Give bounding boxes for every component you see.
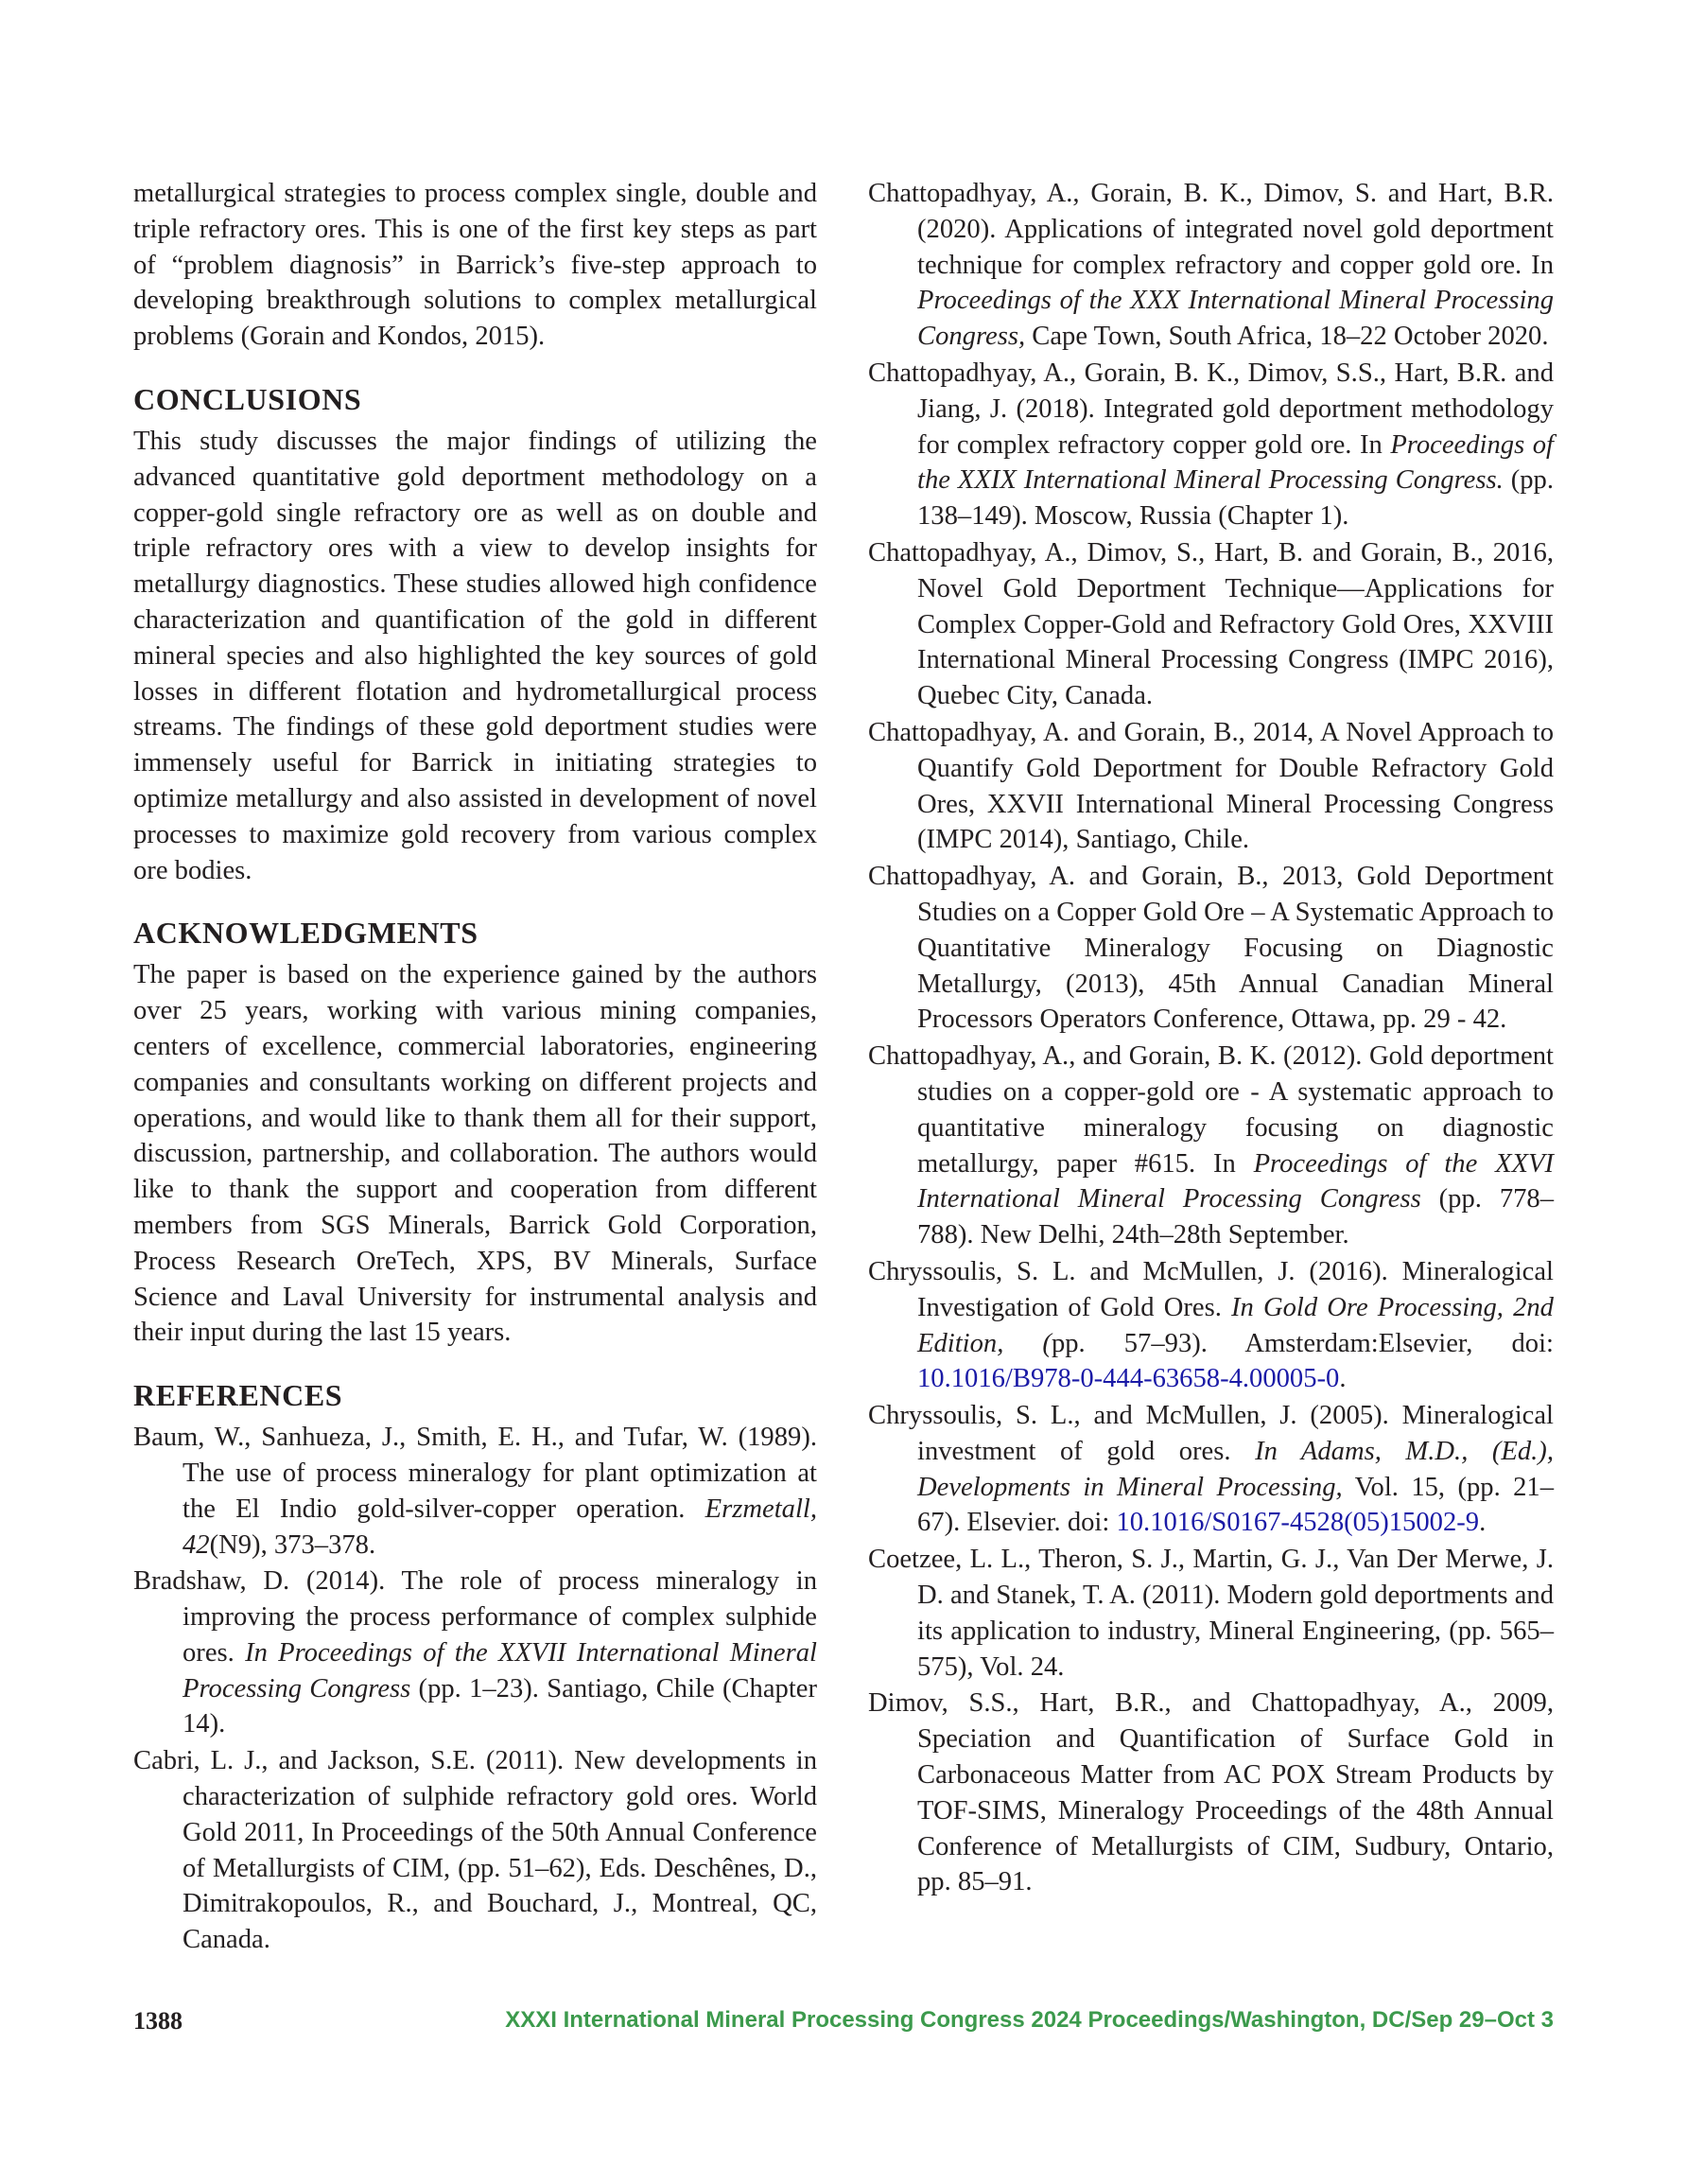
conference-title: XXXI International Mineral Processing Congress 2024 Proceedings/Washington, DC/Sep 29–Oct 3 — [505, 2007, 1554, 2033]
reference-entry: Chattopadhyay, A. and Gorain, B., 2013, Gold Deportment Studies on a Copper Gold Ore – A Systematic Approach to Quantitative Mineralogy Focusing on Diagnostic Metallurgy, (2013), 45th Annual Canadian Mineral Processors Operators Conference, Ottawa, pp. 29 - 42. — [868, 862, 1554, 1035]
acknowledgments-text: The paper is based on the experience gained by the authors over 25 years, working with various mining companies, centers of excellence, commercial laboratories, engineering companies and consultants working on different projects and operations, and would like to thank them all for their support, discussion, partnership, and collaboration. The authors would like to thank the support and cooperation from different members from SGS Minerals, Barrick Gold Corporation, Process Research OreTech, XPS, BV Minerals, Surface Science and Laval University for instrumental analysis and their input during the last 15 years. — [133, 960, 817, 1348]
left-column — [133, 176, 817, 1958]
doi-link[interactable]: 10.1016/S0167-4528(05)15002-9 — [1116, 1508, 1480, 1538]
acknowledgments-heading: ACKNOWLEDGMENTS — [133, 916, 478, 951]
reference-entry: Chattopadhyay, A., Dimov, S., Hart, B. and Gorain, B., 2016, Novel Gold Deportment Technique—Applications for Complex Copper-Gold and Refractory Gold Ores, XXVIII International Mineral Processing Congress (IMPC 2016), Quebec City, Canada. — [868, 537, 1554, 711]
reference-entry: Coetzee, L. L., Theron, S. J., Martin, G. J., Van Der Merwe, J. D. and Stanek, T. A. (2011). Modern gold deportments and its application to industry, Mineral Engineering, (pp. 565–575), Vol. 24. — [868, 1545, 1554, 1682]
conclusions-text: This study discusses the major findings of utilizing the advanced quantitative gold deportment methodology on a copper-gold single refractory ore as well as on double and triple refractory ores with a view to develop insights for metallurgy diagnostics. These studies allowed high confidence characterization and quantification of the gold in different mineral species and also highlighted the key sources of gold losses in different flotation and hydrometallurgical process streams. The findings of these gold deportment studies were immensely useful for Barrick in initiating strategies to optimize metallurgy and also assisted in development of novel processes to maximize gold recovery from various complex ore bodies. — [133, 426, 817, 885]
page-footer — [133, 2007, 1554, 2045]
reference-entry: Chattopadhyay, A. and Gorain, B., 2014, A Novel Approach to Quantify Gold Deportment for Double Refractory Gold Ores, XXVII International Mineral Processing Congress (IMPC 2014), Santiago, Chile. — [868, 717, 1554, 855]
reference-entry: Bradshaw, D. (2014). The role of process mineralogy in improving the process performance of complex sulphide ores. In Proceedings of the XXVII International Mineral Processing Congress (pp. 1–23). Santiago, Chile (Chapter 14). — [133, 1566, 817, 1739]
reference-entry: Chattopadhyay, A., Gorain, B. K., Dimov, S. and Hart, B.R. (2020). Applications of integrated novel gold deportment technique for complex refractory and copper gold ore. In Proceedings of the XXX International Mineral Processing Congress, Cape Town, South Africa, 18–22 October 2020. — [868, 179, 1554, 352]
reference-entry: Chryssoulis, S. L. and McMullen, J. (2016). Mineralogical Investigation of Gold Ores. In Gold Ore Processing, 2nd Edition, (pp. 57–93). Amsterdam:Elsevier, doi: 10.1016/B978-0-444-63658-4.00005-0. — [868, 1256, 1554, 1394]
reference-entry: Chattopadhyay, A., and Gorain, B. K. (2012). Gold deportment studies on a copper-gold ore - A systematic approach to quantitative mineralogy focusing on diagnostic metallurgy, paper #615. In Proceedings of the XXVI International Mineral Processing Congress (pp. 778–788). New Delhi, 24th–28th September. — [868, 1041, 1555, 1250]
doi-link[interactable]: 10.1016/B978-0-444-63658-4.00005-0 — [917, 1364, 1340, 1394]
reference-entry: Dimov, S.S., Hart, B.R., and Chattopadhyay, A., 2009, Speciation and Quantification of Surface Gold in Carbonaceous Matter from AC POX Stream Products by TOF-SIMS, Mineralogy Proceedings of the 48th Annual Conference of Metallurgists of CIM, Sudbury, Ontario, pp. 85–91. — [868, 1688, 1554, 1897]
reference-entry: Chryssoulis, S. L., and McMullen, J. (2005). Mineralogical investment of gold ores. In Adams, M.D., (Ed.), Developments in Mineral Processing, Vol. 15, (pp. 21–67). Elsevier. doi: 10.1016/S0167-4528(05)15002-9. — [868, 1401, 1555, 1538]
conclusions-heading: CONCLUSIONS — [133, 381, 362, 416]
reference-entry: Cabri, L. J., and Jackson, S.E. (2011). New developments in characterization of sulphide refractory gold ores. World Gold 2011, In Proceedings of the 50th Annual Conference of Metallurgists of CIM, (pp. 51–62), Eds. Deschênes, D., Dimitrakopoulos, R., and Bouchard, J., Montreal, QC, Canada. — [133, 1746, 817, 1955]
reference-entry: Chattopadhyay, A., Gorain, B. K., Dimov, S.S., Hart, B.R. and Jiang, J. (2018). Integrated gold deportment methodology for complex refractory copper gold ore. In Proceedings of the XXIX International Mineral Processing Congress. (pp. 138–149). Moscow, Russia (Chapter 1). — [868, 358, 1554, 532]
right-column — [868, 176, 1554, 1900]
page-number: 1388 — [133, 2007, 183, 2035]
intro-paragraph: metallurgical strategies to process complex single, double and triple refractory ores. This is one of the first key steps as part of “problem diagnosis” in Barrick’s five-step approach to developing breakthrough solutions to complex metallurgical problems (Gorain and Kondos, 2015). — [133, 179, 817, 352]
references-heading: REFERENCES — [133, 1378, 343, 1413]
reference-entry: Baum, W., Sanhueza, J., Smith, E. H., and Tufar, W. (1989). The use of process mineralogy for plant optimization at the El Indio gold-silver-copper operation. Erzmetall, 42(N9), 373–378. — [133, 1423, 817, 1560]
